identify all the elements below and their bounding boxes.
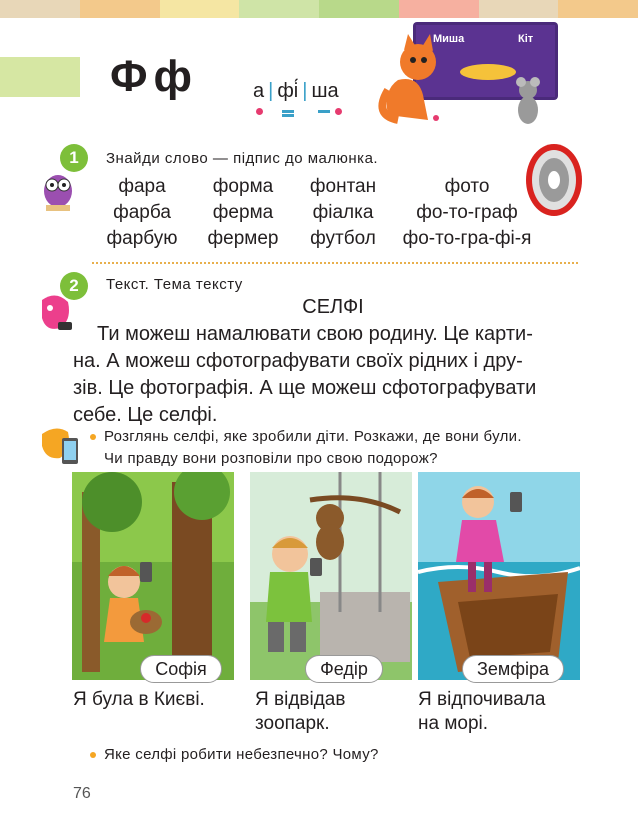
letter-heading: Фф [110, 52, 199, 101]
text-line: зів. Це фотографія. А ще можеш сфотографувати [73, 377, 537, 399]
word-row [92, 176, 552, 202]
word-cell: фара [118, 176, 166, 197]
header-green-bar [0, 57, 80, 97]
selfie-text [73, 294, 593, 429]
syllable-scheme: а | фі́ | ша [250, 80, 342, 103]
pink-character-icon [36, 292, 76, 338]
word-cell: футбол [310, 228, 376, 249]
name-label-zemfira: Земфіра [462, 655, 564, 683]
selfie-photo-zemfira [418, 472, 580, 680]
final-question: Яке селфі робити небезпечно? Чому? [90, 744, 379, 766]
word-cell: ферма [212, 202, 274, 223]
caption-fedir: Я відвідав зоопарк. [255, 689, 346, 734]
illustration-label-mouse: Миша [433, 33, 465, 45]
task1-instruction: Знайди слово — підпис до малюнка. [106, 150, 379, 167]
word-row [92, 202, 552, 228]
word-cell: фарба [113, 202, 171, 223]
illustration-label-cat: Кіт [518, 33, 534, 45]
word-cell: фермер [207, 228, 279, 249]
text-line: Ти можеш намалювати свою родину. Це карти- [97, 323, 533, 345]
task-number-1: 1 [60, 144, 88, 172]
task2-instruction: Текст. Тема тексту [106, 276, 243, 293]
section-divider [92, 262, 578, 264]
word-cell: фіалка [312, 202, 374, 223]
page-number: 76 [73, 785, 91, 802]
word-cell: фарбую [106, 228, 178, 249]
word-cell: фото [444, 176, 490, 197]
top-color-stripes [0, 0, 638, 18]
word-cell: фонтан [309, 176, 377, 197]
task-number-2: 2 [60, 272, 88, 300]
bullet-icon [90, 752, 96, 758]
selfie-question: Розглянь селфі, яке зробили діти. Розкажи, де вони були. Чи правду вони розповіли про свою подорож? [90, 426, 522, 470]
text-title: СЕЛФІ [302, 296, 364, 318]
caption-sofia: Я була в Києві. [73, 689, 205, 710]
word-cell: форма [212, 176, 274, 197]
word-table [92, 176, 552, 254]
selfie-photo-sofia [72, 472, 234, 680]
word-row [92, 228, 552, 254]
phone-character-icon [38, 424, 84, 472]
caption-zemfira: Я відпочивала на морі. [418, 689, 546, 734]
word-cell: фо-то-граф [416, 202, 518, 223]
name-label-sofia: Софія [140, 655, 222, 683]
headlight-icon [520, 140, 584, 220]
text-line: себе. Це селфі. [73, 404, 218, 426]
owl-icon [40, 165, 76, 215]
name-label-fedir: Федір [305, 655, 383, 683]
selfie-photo-fedir [250, 472, 412, 680]
word-cell: фо-то-гра-фі-я [402, 228, 532, 249]
cat-mouse-illustration [378, 20, 578, 130]
syllable-1: а [250, 80, 267, 103]
syllable-3: ша [308, 80, 341, 103]
syllable-2: фі́ [274, 80, 301, 103]
text-line: на. А можеш сфотографувати своїх рідних і дру- [73, 350, 523, 372]
bullet-icon [90, 434, 96, 440]
